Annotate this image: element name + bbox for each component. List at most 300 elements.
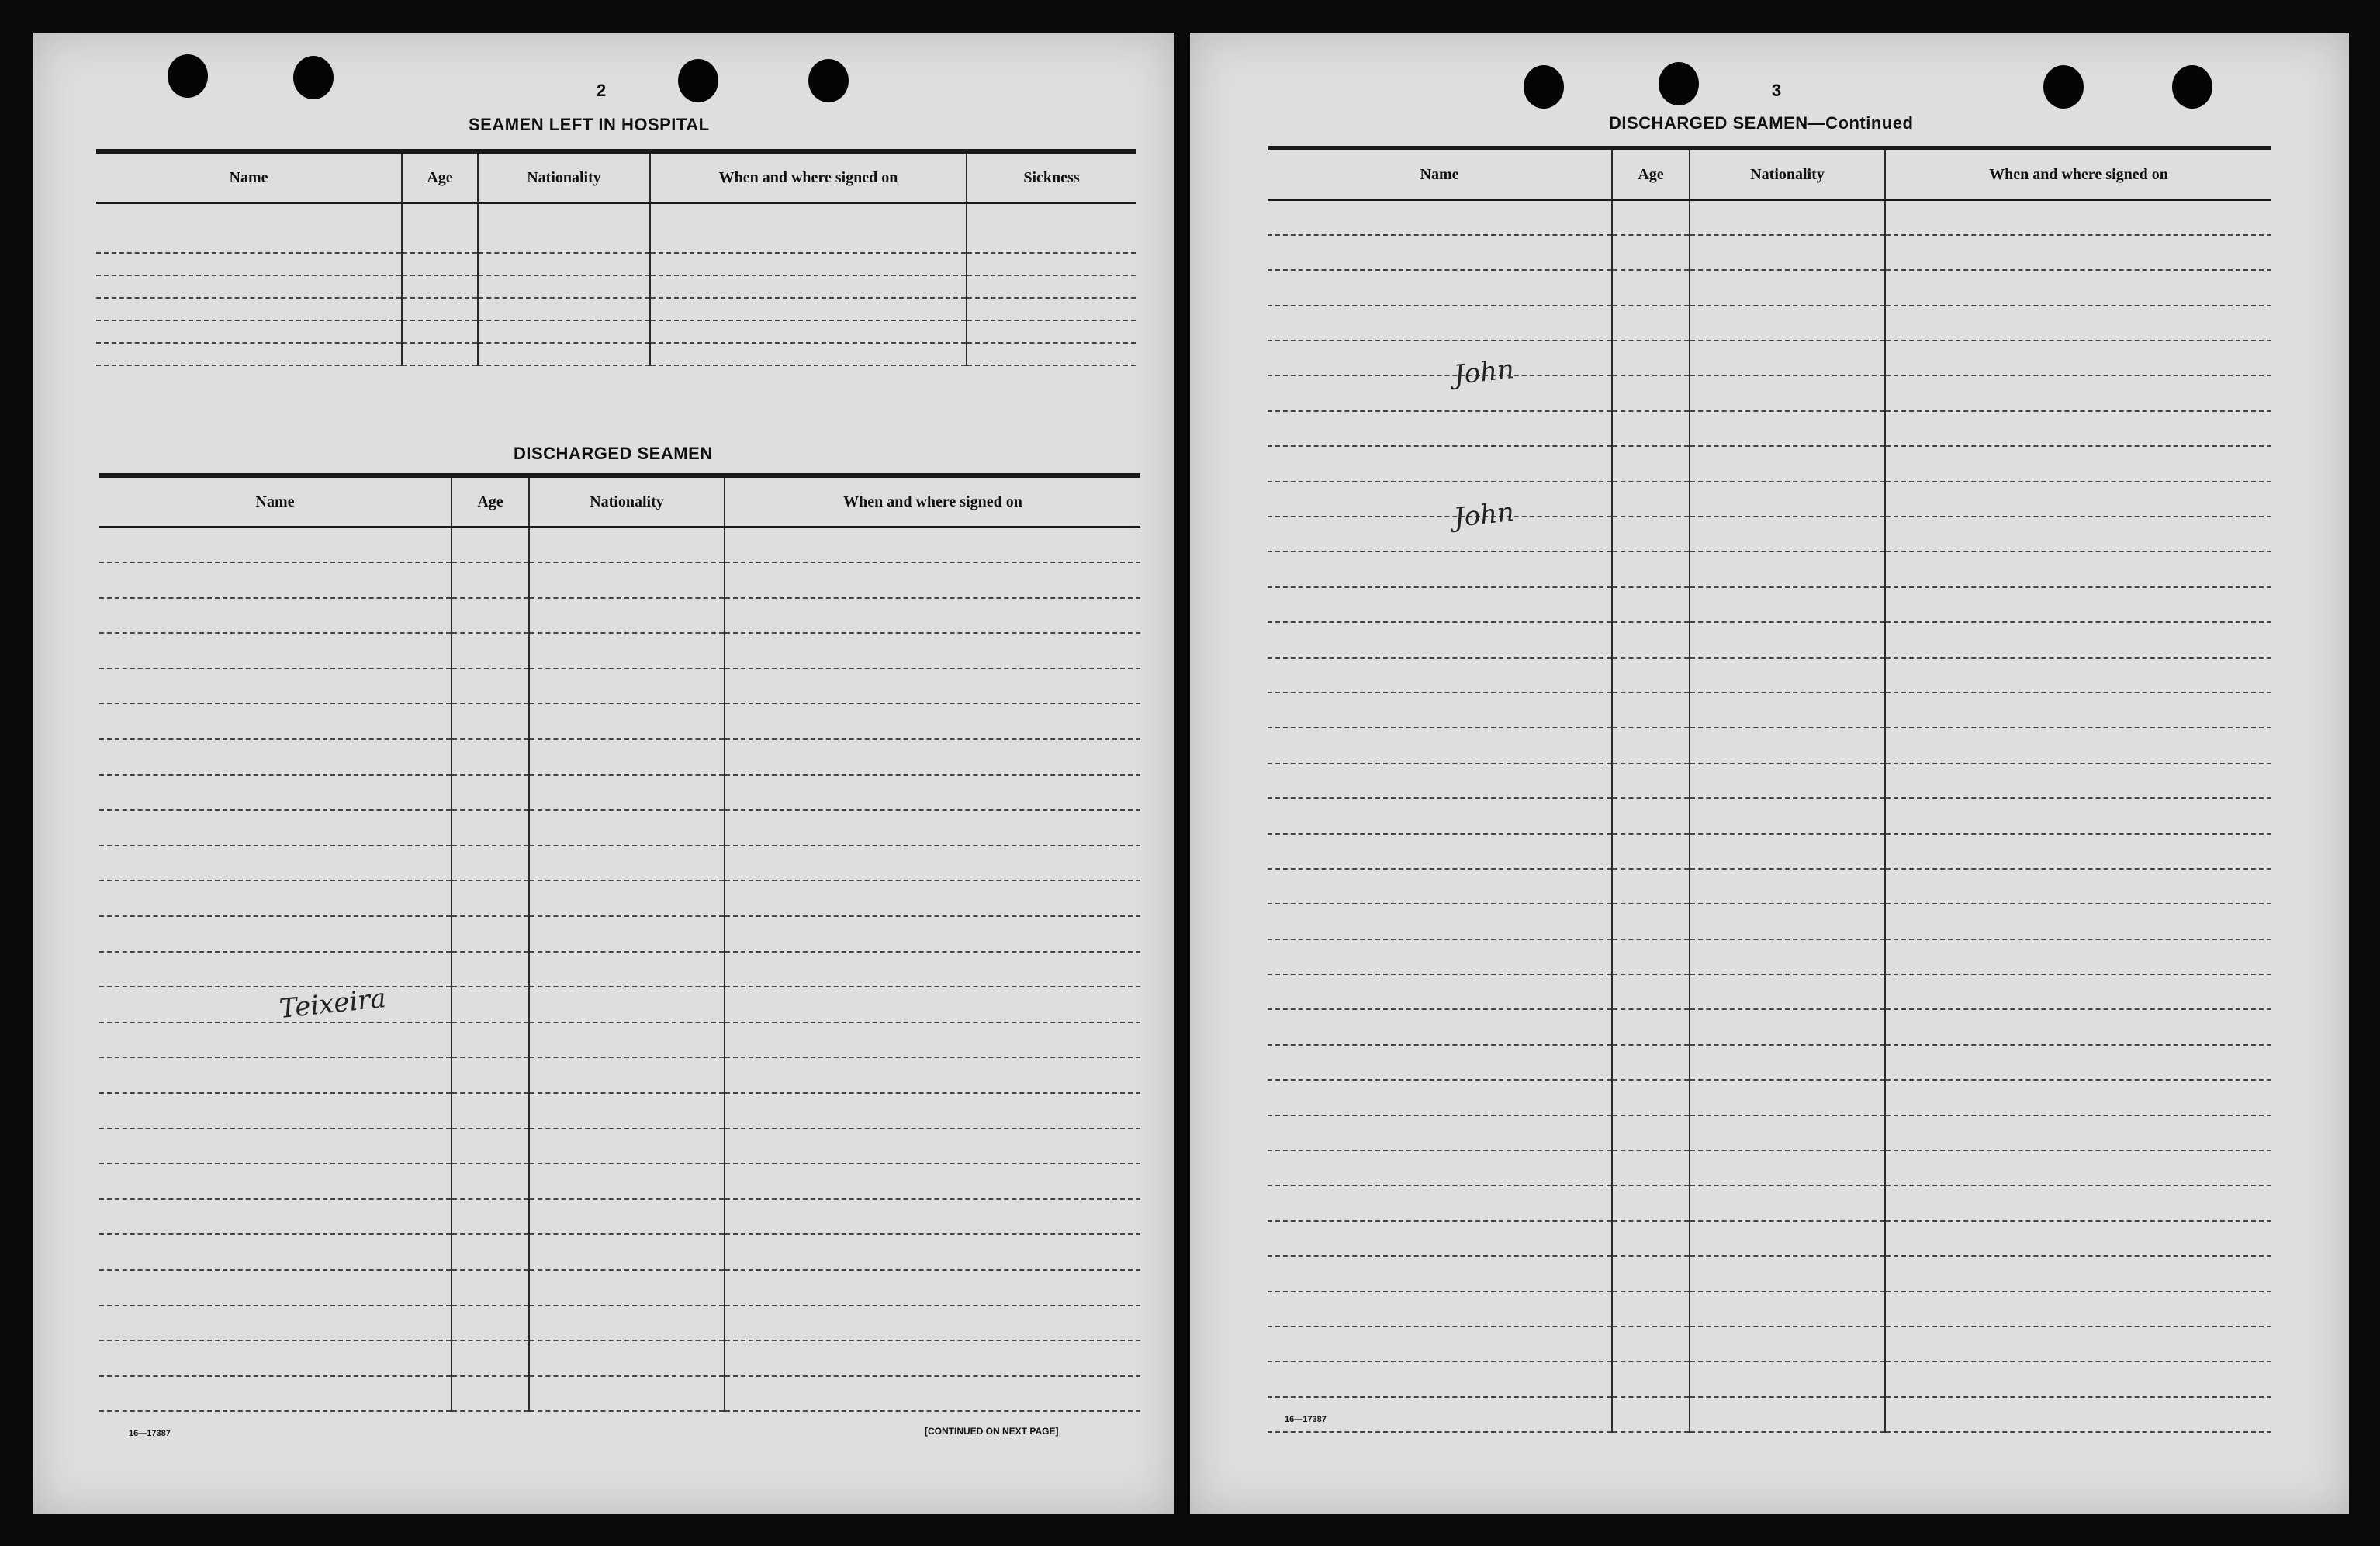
- empty-cell: [725, 1270, 1140, 1306]
- empty-row: [1268, 341, 2271, 375]
- empty-cell: [99, 1270, 451, 1306]
- empty-cell: [96, 203, 402, 253]
- empty-cell: [1690, 482, 1885, 517]
- empty-cell: [725, 1022, 1140, 1058]
- empty-row: [99, 1057, 1140, 1093]
- empty-row: [1268, 411, 2271, 446]
- empty-cell: [99, 775, 451, 811]
- empty-cell: [1612, 622, 1690, 657]
- empty-cell: [1268, 728, 1612, 763]
- empty-cell: [1885, 235, 2271, 270]
- empty-row: [99, 846, 1140, 881]
- empty-cell: [1885, 763, 2271, 798]
- empty-cell: [451, 880, 529, 916]
- empty-cell: [1612, 375, 1690, 410]
- empty-cell: [1690, 693, 1885, 728]
- empty-cell: [1612, 200, 1690, 235]
- empty-row: [99, 704, 1140, 739]
- empty-cell: [1885, 939, 2271, 974]
- empty-row: [99, 598, 1140, 634]
- empty-cell: [451, 775, 529, 811]
- empty-cell: [725, 1129, 1140, 1164]
- right-page: [1190, 33, 2349, 1514]
- empty-cell: [967, 203, 1136, 253]
- empty-cell: [1885, 517, 2271, 552]
- empty-cell: [478, 253, 650, 275]
- empty-cell: [1885, 552, 2271, 586]
- empty-cell: [1690, 1256, 1885, 1291]
- column-header: Name: [96, 151, 402, 203]
- empty-cell: [1690, 235, 1885, 270]
- empty-cell: [99, 1022, 451, 1058]
- form-code: 16—17387: [129, 1429, 171, 1438]
- empty-cell: [451, 1270, 529, 1306]
- empty-cell: [1268, 375, 1612, 410]
- empty-row: [1268, 1045, 2271, 1080]
- empty-row: [1268, 1221, 2271, 1256]
- empty-cell: [1690, 974, 1885, 1009]
- empty-cell: [650, 253, 967, 275]
- empty-cell: [1690, 1326, 1885, 1361]
- empty-row: [99, 775, 1140, 811]
- empty-cell: [1885, 1292, 2271, 1326]
- empty-cell: [1268, 1115, 1612, 1150]
- handwritten-note: John: [1452, 496, 1516, 534]
- empty-cell: [725, 1306, 1140, 1341]
- empty-cell: [1612, 834, 1690, 869]
- empty-row: [1268, 1115, 2271, 1150]
- handwritten-note: John: [1452, 354, 1516, 391]
- empty-cell: [1268, 622, 1612, 657]
- binder-hole: [2172, 65, 2212, 109]
- discharged-continued-title: DISCHARGED SEAMEN—Continued: [1609, 113, 1914, 133]
- empty-cell: [529, 916, 725, 952]
- empty-cell: [96, 320, 402, 343]
- empty-row: [99, 669, 1140, 704]
- empty-cell: [1268, 1150, 1612, 1185]
- empty-cell: [1690, 798, 1885, 833]
- column-header: Age: [1612, 148, 1690, 200]
- empty-cell: [96, 253, 402, 275]
- empty-cell: [96, 298, 402, 320]
- empty-cell: [99, 562, 451, 598]
- empty-cell: [1885, 1326, 2271, 1361]
- empty-cell: [725, 1164, 1140, 1199]
- empty-cell: [99, 739, 451, 775]
- empty-cell: [1268, 939, 1612, 974]
- empty-cell: [451, 739, 529, 775]
- empty-cell: [1612, 552, 1690, 586]
- empty-cell: [1612, 1009, 1690, 1044]
- empty-cell: [1885, 904, 2271, 939]
- empty-cell: [99, 1164, 451, 1199]
- empty-cell: [1885, 1361, 2271, 1396]
- empty-cell: [967, 275, 1136, 298]
- empty-cell: [451, 987, 529, 1022]
- empty-cell: [451, 1234, 529, 1270]
- column-header: Name: [99, 476, 451, 527]
- empty-cell: [529, 775, 725, 811]
- empty-cell: [1690, 1115, 1885, 1150]
- empty-cell: [1612, 411, 1690, 446]
- empty-row: [96, 253, 1136, 275]
- empty-cell: [1268, 834, 1612, 869]
- empty-cell: [529, 1199, 725, 1235]
- empty-cell: [725, 1057, 1140, 1093]
- empty-cell: [1885, 270, 2271, 305]
- empty-cell: [529, 1093, 725, 1129]
- empty-row: [1268, 306, 2271, 341]
- empty-cell: [1885, 798, 2271, 833]
- empty-row: [1268, 1080, 2271, 1115]
- empty-row: [99, 1199, 1140, 1235]
- empty-row: [1268, 482, 2271, 517]
- empty-cell: [1612, 798, 1690, 833]
- empty-cell: [1885, 834, 2271, 869]
- binder-hole: [293, 56, 334, 99]
- empty-row: [99, 987, 1140, 1022]
- column-header: Age: [451, 476, 529, 527]
- empty-cell: [402, 298, 478, 320]
- empty-row: [1268, 587, 2271, 622]
- empty-cell: [1690, 763, 1885, 798]
- empty-cell: [402, 275, 478, 298]
- binder-hole: [2043, 65, 2084, 109]
- empty-cell: [451, 1306, 529, 1341]
- empty-cell: [1612, 693, 1690, 728]
- empty-cell: [99, 1057, 451, 1093]
- empty-cell: [1690, 200, 1885, 235]
- empty-row: [1268, 869, 2271, 904]
- empty-cell: [1690, 341, 1885, 375]
- empty-cell: [1690, 1221, 1885, 1256]
- empty-cell: [1690, 1045, 1885, 1080]
- empty-row: [1268, 904, 2271, 939]
- empty-row: [1268, 1361, 2271, 1396]
- empty-cell: [451, 1376, 529, 1412]
- empty-cell: [1612, 1397, 1690, 1432]
- column-header: When and where signed on: [650, 151, 967, 203]
- empty-cell: [99, 952, 451, 987]
- empty-cell: [1268, 235, 1612, 270]
- empty-cell: [451, 633, 529, 669]
- empty-cell: [99, 1306, 451, 1341]
- empty-cell: [1612, 904, 1690, 939]
- empty-cell: [99, 880, 451, 916]
- empty-cell: [1885, 974, 2271, 1009]
- empty-cell: [451, 810, 529, 846]
- empty-row: [1268, 270, 2271, 305]
- empty-cell: [1612, 1221, 1690, 1256]
- empty-cell: [1690, 869, 1885, 904]
- empty-cell: [1268, 587, 1612, 622]
- empty-cell: [1612, 1185, 1690, 1220]
- empty-cell: [1612, 517, 1690, 552]
- empty-cell: [1885, 1009, 2271, 1044]
- empty-cell: [1268, 1361, 1612, 1396]
- empty-cell: [725, 669, 1140, 704]
- binder-hole: [168, 54, 208, 98]
- empty-cell: [96, 343, 402, 365]
- empty-cell: [1885, 1150, 2271, 1185]
- empty-cell: [967, 320, 1136, 343]
- empty-row: [99, 1376, 1140, 1412]
- empty-cell: [1690, 1080, 1885, 1115]
- empty-row: [1268, 974, 2271, 1009]
- empty-cell: [451, 598, 529, 634]
- empty-cell: [650, 275, 967, 298]
- empty-row: [1268, 658, 2271, 693]
- empty-cell: [529, 810, 725, 846]
- empty-row: [99, 739, 1140, 775]
- empty-cell: [1268, 411, 1612, 446]
- empty-row: [1268, 622, 2271, 657]
- empty-row: [99, 562, 1140, 598]
- empty-cell: [1268, 1185, 1612, 1220]
- empty-cell: [99, 1376, 451, 1412]
- empty-cell: [99, 1129, 451, 1164]
- empty-cell: [1885, 482, 2271, 517]
- empty-cell: [1268, 658, 1612, 693]
- empty-cell: [1690, 728, 1885, 763]
- empty-cell: [529, 1164, 725, 1199]
- empty-row: [1268, 446, 2271, 481]
- empty-cell: [967, 253, 1136, 275]
- empty-cell: [1612, 1361, 1690, 1396]
- empty-cell: [1268, 763, 1612, 798]
- empty-cell: [1690, 552, 1885, 586]
- empty-cell: [650, 343, 967, 365]
- empty-cell: [725, 1340, 1140, 1376]
- empty-cell: [650, 320, 967, 343]
- empty-cell: [1612, 1115, 1690, 1150]
- empty-cell: [1612, 306, 1690, 341]
- empty-row: [99, 1234, 1140, 1270]
- empty-cell: [1690, 1185, 1885, 1220]
- form-code: 16—17387: [1285, 1415, 1327, 1424]
- empty-cell: [529, 633, 725, 669]
- empty-row: [1268, 235, 2271, 270]
- empty-cell: [725, 1093, 1140, 1129]
- empty-row: [1268, 517, 2271, 552]
- empty-cell: [1690, 904, 1885, 939]
- empty-row: [1268, 1185, 2271, 1220]
- empty-row: [1268, 1326, 2271, 1361]
- empty-row: [99, 952, 1140, 987]
- empty-cell: [99, 669, 451, 704]
- empty-cell: [1268, 270, 1612, 305]
- empty-cell: [1268, 904, 1612, 939]
- empty-cell: [1885, 587, 2271, 622]
- empty-cell: [451, 1340, 529, 1376]
- empty-row: [1268, 693, 2271, 728]
- column-header: Nationality: [478, 151, 650, 203]
- left-page: [33, 33, 1174, 1514]
- empty-cell: [1268, 693, 1612, 728]
- empty-cell: [1268, 1326, 1612, 1361]
- empty-cell: [1268, 341, 1612, 375]
- empty-cell: [1612, 587, 1690, 622]
- discharged-table: [99, 473, 1140, 1412]
- empty-cell: [725, 775, 1140, 811]
- empty-row: [96, 298, 1136, 320]
- empty-row: [96, 203, 1136, 253]
- empty-row: [1268, 1292, 2271, 1326]
- empty-cell: [529, 1306, 725, 1341]
- empty-cell: [529, 1376, 725, 1412]
- empty-cell: [1690, 375, 1885, 410]
- empty-cell: [1885, 1397, 2271, 1432]
- empty-cell: [1612, 869, 1690, 904]
- empty-cell: [529, 880, 725, 916]
- empty-row: [1268, 798, 2271, 833]
- empty-cell: [1690, 306, 1885, 341]
- empty-cell: [1885, 341, 2271, 375]
- empty-cell: [451, 704, 529, 739]
- empty-cell: [967, 343, 1136, 365]
- empty-cell: [402, 203, 478, 253]
- empty-cell: [99, 527, 451, 563]
- hospital-table: [96, 149, 1136, 366]
- empty-cell: [1690, 517, 1885, 552]
- column-header: Sickness: [967, 151, 1136, 203]
- empty-cell: [1268, 446, 1612, 481]
- empty-cell: [1885, 622, 2271, 657]
- empty-cell: [1885, 1045, 2271, 1080]
- empty-row: [99, 1270, 1140, 1306]
- empty-cell: [451, 846, 529, 881]
- empty-cell: [1612, 974, 1690, 1009]
- column-header: When and where signed on: [1885, 148, 2271, 200]
- empty-cell: [725, 880, 1140, 916]
- empty-row: [1268, 1009, 2271, 1044]
- empty-cell: [529, 987, 725, 1022]
- empty-cell: [478, 320, 650, 343]
- empty-cell: [1690, 1361, 1885, 1396]
- empty-cell: [402, 343, 478, 365]
- empty-row: [99, 1129, 1140, 1164]
- empty-cell: [1690, 1292, 1885, 1326]
- empty-cell: [529, 846, 725, 881]
- empty-cell: [1690, 1009, 1885, 1044]
- empty-cell: [725, 527, 1140, 563]
- empty-cell: [99, 987, 451, 1022]
- page-number: 3: [1772, 81, 1782, 100]
- empty-cell: [1885, 1256, 2271, 1291]
- empty-cell: [1885, 693, 2271, 728]
- page-number: 2: [597, 81, 607, 100]
- empty-cell: [1612, 763, 1690, 798]
- empty-cell: [1612, 341, 1690, 375]
- binder-hole: [808, 59, 849, 102]
- empty-cell: [1268, 798, 1612, 833]
- column-header: Age: [402, 151, 478, 203]
- empty-cell: [1690, 1150, 1885, 1185]
- column-header: When and where signed on: [725, 476, 1140, 527]
- empty-row: [1268, 552, 2271, 586]
- empty-cell: [402, 253, 478, 275]
- handwritten-note: Teixeira: [278, 982, 388, 1025]
- empty-cell: [1885, 375, 2271, 410]
- column-header: Nationality: [529, 476, 725, 527]
- empty-cell: [478, 343, 650, 365]
- empty-cell: [725, 987, 1140, 1022]
- empty-cell: [725, 739, 1140, 775]
- empty-row: [96, 343, 1136, 365]
- hospital-section-title: SEAMEN LEFT IN HOSPITAL: [469, 115, 710, 134]
- empty-cell: [1268, 1080, 1612, 1115]
- empty-row: [1268, 1397, 2271, 1432]
- empty-row: [96, 320, 1136, 343]
- empty-cell: [1885, 200, 2271, 235]
- empty-cell: [725, 1376, 1140, 1412]
- empty-cell: [1885, 411, 2271, 446]
- empty-cell: [1885, 1221, 2271, 1256]
- binder-hole: [1524, 65, 1564, 109]
- empty-cell: [1612, 1326, 1690, 1361]
- empty-row: [1268, 1150, 2271, 1185]
- column-header: Nationality: [1690, 148, 1885, 200]
- empty-cell: [1885, 1080, 2271, 1115]
- empty-row: [99, 527, 1140, 563]
- empty-row: [99, 1022, 1140, 1058]
- empty-cell: [451, 527, 529, 563]
- empty-cell: [650, 203, 967, 253]
- empty-cell: [1612, 235, 1690, 270]
- binder-hole: [1659, 62, 1699, 105]
- empty-row: [1268, 728, 2271, 763]
- empty-cell: [451, 1057, 529, 1093]
- discharged-continued-table: [1268, 146, 2271, 1433]
- empty-cell: [1612, 1292, 1690, 1326]
- empty-cell: [1690, 622, 1885, 657]
- empty-row: [1268, 1256, 2271, 1291]
- empty-row: [99, 1093, 1140, 1129]
- empty-cell: [1268, 200, 1612, 235]
- empty-cell: [1612, 1080, 1690, 1115]
- empty-cell: [725, 952, 1140, 987]
- empty-cell: [529, 562, 725, 598]
- empty-row: [99, 1164, 1140, 1199]
- empty-cell: [1268, 482, 1612, 517]
- empty-cell: [529, 669, 725, 704]
- empty-cell: [451, 952, 529, 987]
- empty-cell: [1690, 411, 1885, 446]
- empty-cell: [1612, 1256, 1690, 1291]
- empty-cell: [451, 669, 529, 704]
- empty-cell: [99, 1234, 451, 1270]
- empty-cell: [967, 298, 1136, 320]
- empty-cell: [1268, 306, 1612, 341]
- empty-cell: [725, 810, 1140, 846]
- empty-row: [99, 916, 1140, 952]
- empty-cell: [451, 562, 529, 598]
- empty-cell: [529, 598, 725, 634]
- empty-cell: [1690, 587, 1885, 622]
- empty-row: [1268, 200, 2271, 235]
- empty-cell: [1690, 939, 1885, 974]
- empty-cell: [451, 1129, 529, 1164]
- empty-cell: [1268, 1256, 1612, 1291]
- empty-row: [99, 633, 1140, 669]
- empty-cell: [1268, 1009, 1612, 1044]
- empty-cell: [725, 846, 1140, 881]
- empty-cell: [1885, 869, 2271, 904]
- empty-cell: [650, 298, 967, 320]
- empty-cell: [99, 846, 451, 881]
- empty-cell: [99, 1340, 451, 1376]
- empty-cell: [1885, 658, 2271, 693]
